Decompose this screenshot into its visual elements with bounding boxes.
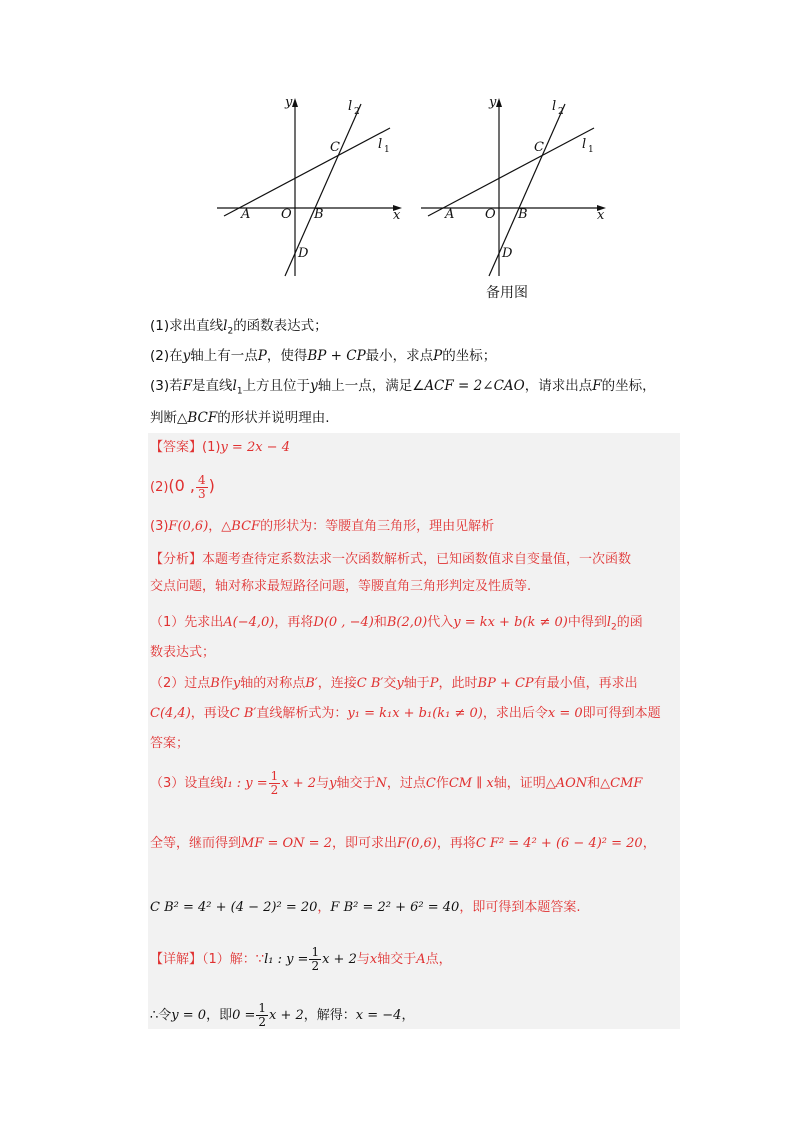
math-expr: △CMF: [600, 776, 643, 791]
label-C: C: [330, 140, 340, 155]
math-var: C: [425, 776, 436, 791]
math-expr: l₁ : y =: [264, 952, 309, 967]
math-expr: (0 ,: [168, 476, 196, 495]
math-expr: x = −4: [355, 1008, 402, 1023]
fraction: [309, 946, 321, 973]
math-expr: y = 0: [171, 1008, 207, 1023]
text: ，再将: [436, 836, 476, 851]
math-var: F: [592, 378, 602, 394]
text: 点，: [425, 952, 452, 967]
label-l1: l: [582, 137, 587, 152]
figure-right: [416, 90, 616, 294]
numerator: 1: [258, 1001, 267, 1015]
text: ，连接: [317, 676, 357, 691]
question-1: [150, 316, 328, 342]
text: 的形状为：等腰直角三角形，理由见解析: [260, 519, 495, 534]
figure-caption: 备用图: [486, 285, 528, 301]
text: ，此时: [438, 676, 478, 691]
text: ，: [208, 519, 222, 534]
text: 与: [316, 776, 330, 791]
label-x: x: [393, 208, 401, 223]
math-expr: C F² = 4² + (6 − 4)² = 20: [475, 836, 643, 851]
math-expr: x + 2: [281, 776, 317, 791]
label-l2: l: [552, 99, 557, 114]
text: 和: [587, 776, 601, 791]
analysis-step-1: [150, 613, 643, 638]
text: ，再将: [274, 615, 314, 630]
analysis-step-2-end: [150, 734, 189, 754]
fraction: [256, 1002, 268, 1029]
text: 本题考查待定系数法求一次函数解析式，已知函数值求自变量值，一次函数: [202, 552, 632, 567]
text: 轴，证明: [493, 776, 546, 791]
text: （2）过点: [150, 676, 211, 691]
label-C: C: [534, 140, 544, 155]
answer-tag: 【答案】: [150, 440, 203, 455]
math-expr: F B² = 2² + 6² = 40: [330, 900, 460, 915]
numerator: 4: [198, 473, 206, 487]
fraction: [269, 770, 281, 797]
denominator: 2: [311, 959, 320, 973]
math-var: N: [375, 776, 387, 791]
math-var: y: [310, 378, 318, 394]
text: (3)若: [150, 378, 183, 394]
math-expr: CM ∥ x: [448, 776, 494, 791]
line-l1: [224, 128, 390, 216]
math-var: B: [210, 676, 220, 691]
label-A: A: [445, 207, 455, 222]
label-l1: l: [378, 137, 383, 152]
triangle-symbol: △: [177, 410, 188, 426]
answer-line-2: [150, 474, 215, 501]
math-expr: F(0,6): [396, 836, 437, 851]
coordinate-graph-spare: [416, 90, 616, 290]
label-l2-sub: 2: [354, 107, 360, 117]
analysis-tag: 【分析】: [150, 552, 203, 567]
figure-left: [212, 90, 412, 294]
label-y: y: [285, 95, 293, 110]
text: 作: [435, 776, 449, 791]
math-expr: ACF: [424, 378, 454, 394]
text: ，求出后令: [482, 706, 548, 721]
math-var: F: [168, 519, 178, 534]
analysis-line-2: [150, 577, 531, 597]
y-axis-arrow: [496, 98, 502, 107]
label-l1-sub: 1: [384, 145, 390, 155]
denominator: 3: [198, 487, 206, 501]
text: ，请求出点: [524, 378, 593, 394]
analysis-line-1: [150, 550, 631, 570]
text: 交点问题，轴对称求最短路径问题，等腰直角三角形判定及性质等.: [150, 579, 532, 594]
label-y: y: [489, 95, 497, 110]
math-var: y: [232, 676, 241, 691]
text: 轴交于: [336, 776, 376, 791]
math-expr: MF = ON = 2: [241, 836, 332, 851]
label-O: O: [281, 207, 292, 222]
math-expr: A(−4,0): [223, 615, 275, 630]
math-var: y: [182, 348, 191, 364]
math-var: l: [606, 615, 612, 630]
math-expr: l₁ : y =: [223, 776, 268, 791]
text: 的函数表达式；: [233, 318, 328, 334]
math-expr: C(4,4): [150, 706, 191, 721]
text: 交: [383, 676, 397, 691]
math-expr: 0 =: [232, 1008, 256, 1023]
text: ，即: [206, 1008, 233, 1023]
line-l2: [489, 104, 565, 276]
detail-line-2: [150, 1002, 414, 1029]
math-expr: BCF: [187, 410, 218, 426]
label-x: x: [597, 208, 605, 223]
text: 全等，继而得到: [150, 836, 242, 851]
math-expr: BP + CP: [477, 676, 534, 691]
math-expr: x + 2: [322, 952, 357, 967]
text: 轴上一点，满足∠: [317, 378, 425, 394]
text: 和: [373, 615, 387, 630]
math-expr: = 2∠: [453, 378, 494, 394]
text: ，即可求出: [331, 836, 397, 851]
text: 数表达式；: [150, 645, 216, 660]
label-D: D: [502, 246, 513, 261]
math-expr: C B′: [229, 706, 257, 721]
text: ∴令: [150, 1008, 172, 1023]
text: 即可得到本题: [582, 706, 661, 721]
math-expr: x = 0: [547, 706, 583, 721]
analysis-step-2: [150, 674, 638, 694]
denominator: 2: [258, 1015, 267, 1029]
text: 的函: [616, 615, 643, 630]
analysis-step-3: [150, 770, 642, 797]
math-expr: B(2,0): [386, 615, 428, 630]
text: ，: [401, 1008, 415, 1023]
text: 的坐标，: [601, 378, 656, 394]
text: （1）解：∵: [202, 952, 265, 967]
text: 轴的对称点: [240, 676, 306, 691]
math-var: F: [182, 378, 192, 394]
text: ，使得: [266, 348, 308, 364]
label-l2: l: [348, 99, 353, 114]
text: 的形状并说明理由.: [217, 410, 330, 426]
text: (1): [202, 440, 221, 455]
text: 与: [356, 952, 370, 967]
text: 轴交于: [377, 952, 417, 967]
answer-line-3: [150, 517, 494, 537]
math-var: P: [429, 676, 439, 691]
math-var: y: [396, 676, 404, 691]
subscript: 2: [227, 326, 234, 337]
math-expr: BP + CP: [307, 348, 366, 364]
subscript: 1: [236, 386, 243, 397]
analysis-step-3-cont: [150, 834, 656, 854]
label-B: B: [518, 207, 528, 222]
question-3: [150, 376, 656, 402]
math-expr: y = kx + b(k ≠ 0): [453, 615, 568, 630]
math-expr: y = 2x − 4: [220, 440, 290, 455]
label-B: B: [314, 207, 324, 222]
line-l2: [285, 104, 361, 276]
detail-tag: 【详解】: [150, 952, 203, 967]
math-expr: ): [208, 476, 215, 495]
math-var: y: [329, 776, 337, 791]
math-expr: x + 2: [269, 1008, 304, 1023]
y-axis-arrow: [292, 98, 298, 107]
text: （1）先求出: [150, 615, 224, 630]
math-expr: y₁ = k₁x + b₁(k₁ ≠ 0): [347, 706, 483, 721]
text: 中得到: [567, 615, 607, 630]
text: (2)在: [150, 348, 183, 364]
math-var: l: [223, 318, 228, 334]
numerator: 1: [270, 769, 279, 783]
text: 作: [219, 676, 233, 691]
analysis-step-1-cont: [150, 643, 215, 663]
text: ，即可得到本题答案.: [459, 900, 581, 915]
math-expr: C B² = 4² + (4 − 2)² = 20: [150, 900, 318, 915]
label-l1-sub: 1: [588, 145, 594, 155]
text: ，: [642, 836, 656, 851]
label-O: O: [485, 207, 496, 222]
text: ，: [317, 900, 331, 915]
analysis-step-2-cont: [150, 704, 661, 724]
denominator: 2: [270, 783, 279, 797]
text: 答案；: [150, 736, 190, 751]
text: 直线解析式为：: [256, 706, 348, 721]
math-var: P: [433, 348, 443, 364]
text: 最小，求点: [365, 348, 434, 364]
text: 是直线: [192, 378, 233, 394]
text: 代入: [427, 615, 454, 630]
numerator: 1: [311, 945, 320, 959]
question-3-cont: [150, 408, 330, 428]
coordinate-graph: [212, 90, 412, 290]
triangle-symbol: △: [221, 519, 232, 534]
math-expr: BCF: [231, 519, 261, 534]
label-D: D: [298, 246, 309, 261]
text: 的坐标；: [442, 348, 497, 364]
math-expr: CAO: [493, 378, 525, 394]
label-A: A: [241, 207, 251, 222]
text: 判断: [150, 410, 177, 426]
text: 上方且位于: [242, 378, 311, 394]
math-var: l: [232, 378, 237, 394]
detail-line-1: [150, 946, 452, 973]
text: 有最小值，再求出: [533, 676, 638, 691]
text: (2): [150, 480, 169, 495]
text: (3): [150, 519, 169, 534]
text: 轴于: [403, 676, 430, 691]
answer-line-1: [150, 438, 290, 458]
math-var: x: [369, 952, 378, 967]
text: 轴上有一点: [190, 348, 258, 364]
fraction: [196, 474, 208, 501]
math-var: A: [416, 952, 426, 967]
analysis-step-3-end: [150, 898, 580, 918]
text: ，再设: [190, 706, 230, 721]
text: (1)求出直线: [150, 318, 224, 334]
math-expr: C B′: [356, 676, 384, 691]
text: （3）设直线: [150, 776, 224, 791]
math-expr: (0,6): [177, 519, 209, 534]
math-expr: D(0 , −4): [313, 615, 374, 630]
text: ，解得：: [303, 1008, 356, 1023]
question-2: [150, 346, 496, 366]
subscript: 2: [611, 622, 617, 633]
math-expr: △AON: [545, 776, 588, 791]
text: ，过点: [386, 776, 426, 791]
label-l2-sub: 2: [558, 107, 564, 117]
math-var: B′: [305, 676, 318, 691]
math-var: P: [257, 348, 267, 364]
line-l1: [428, 128, 594, 216]
